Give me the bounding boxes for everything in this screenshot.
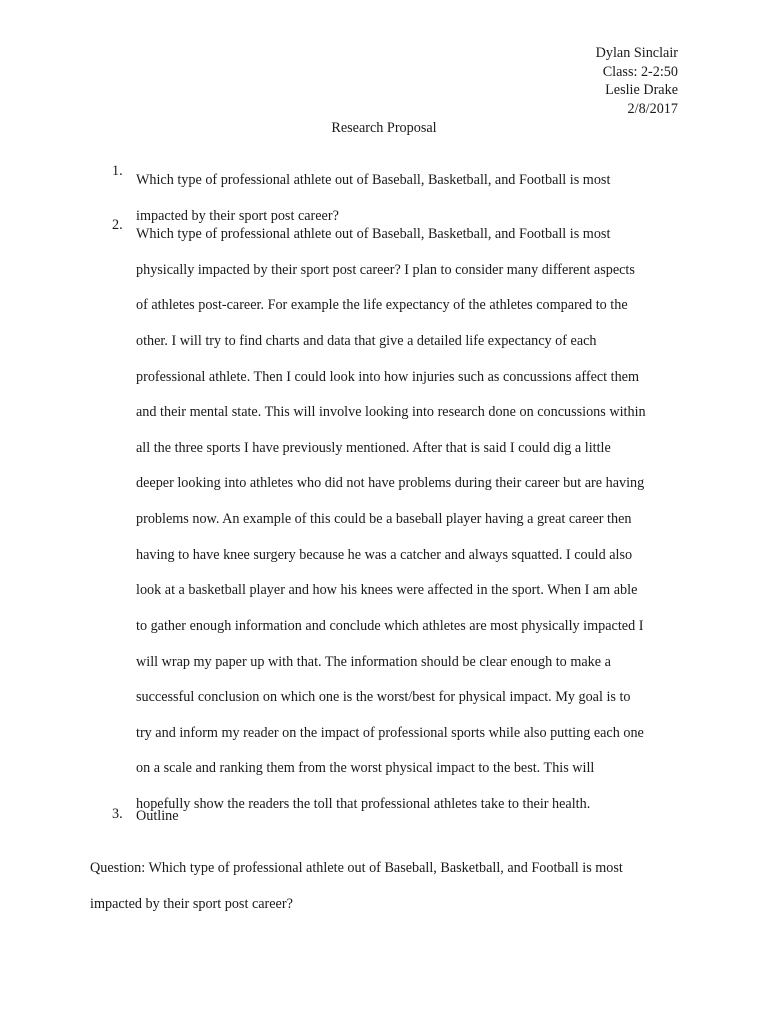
- text-line: deeper looking into athletes who did not have problems during their career but are having: [136, 475, 645, 492]
- text-line: all the three sports I have previously mentioned. After that is said I could dig a little: [136, 439, 611, 456]
- list-number: 3.: [112, 806, 123, 822]
- list-number: 1.: [112, 163, 123, 179]
- text-line: on a scale and ranking them from the worst physical impact to the best. This will: [136, 760, 595, 777]
- list-item-text: [136, 806, 684, 826]
- text-line: Which type of professional athlete out of Baseball, Basketball, and Football is most: [136, 172, 611, 188]
- list-item-text: [136, 217, 684, 823]
- text-line: look at a basketball player and how his knees were affected in the sport. When I am able: [136, 582, 638, 599]
- document-title: Research Proposal: [331, 120, 437, 136]
- text-line: hopefully show the readers the toll that professional athletes take to their health.: [136, 796, 591, 812]
- text-line: will wrap my paper up with that. The information should be clear enough to make a: [136, 653, 611, 670]
- text-line: and their mental state. This will involve looking into research done on concussions within: [136, 404, 646, 421]
- class-info: Class: 2-2:50: [602, 63, 678, 80]
- text-line: Outline: [136, 808, 179, 824]
- question-paragraph: [90, 851, 690, 922]
- text-line: professional athlete. Then I could look into how injuries such as concussions affect them: [136, 368, 640, 385]
- text-line: impacted by their sport post career?: [90, 895, 293, 912]
- author-name: Dylan Sinclair: [595, 45, 678, 61]
- text-line: try and inform my reader on the impact of professional sports while also putting each one: [136, 724, 644, 741]
- header-block: [596, 44, 678, 119]
- text-line: Which type of professional athlete out of Baseball, Basketball, and Football is most: [136, 226, 611, 242]
- list-number: 2.: [112, 217, 123, 233]
- text-line: Question: Which type of professional athlete out of Baseball, Basketball, and Football is most: [90, 860, 623, 876]
- text-line: to gather enough information and conclude which athletes are most physically impacted I: [136, 617, 644, 634]
- text-line: impacted by their sport post career?: [136, 207, 339, 224]
- text-line: of athletes post-career. For example the life expectancy of the athletes compared to the: [136, 297, 628, 314]
- text-line: other. I will try to find charts and data that give a detailed life expectancy of each: [136, 332, 597, 349]
- teacher-name: Leslie Drake: [605, 82, 678, 99]
- text-line: having to have knee surgery because he was a catcher and always squatted. I could also: [136, 546, 633, 563]
- text-line: physically impacted by their sport post career? I plan to consider many different aspects: [136, 261, 635, 278]
- document-date: 2/8/2017: [627, 101, 678, 118]
- text-line: problems now. An example of this could be a baseball player having a great career then: [136, 511, 632, 527]
- text-line: successful conclusion on which one is the worst/best for physical impact. My goal is to: [136, 689, 631, 706]
